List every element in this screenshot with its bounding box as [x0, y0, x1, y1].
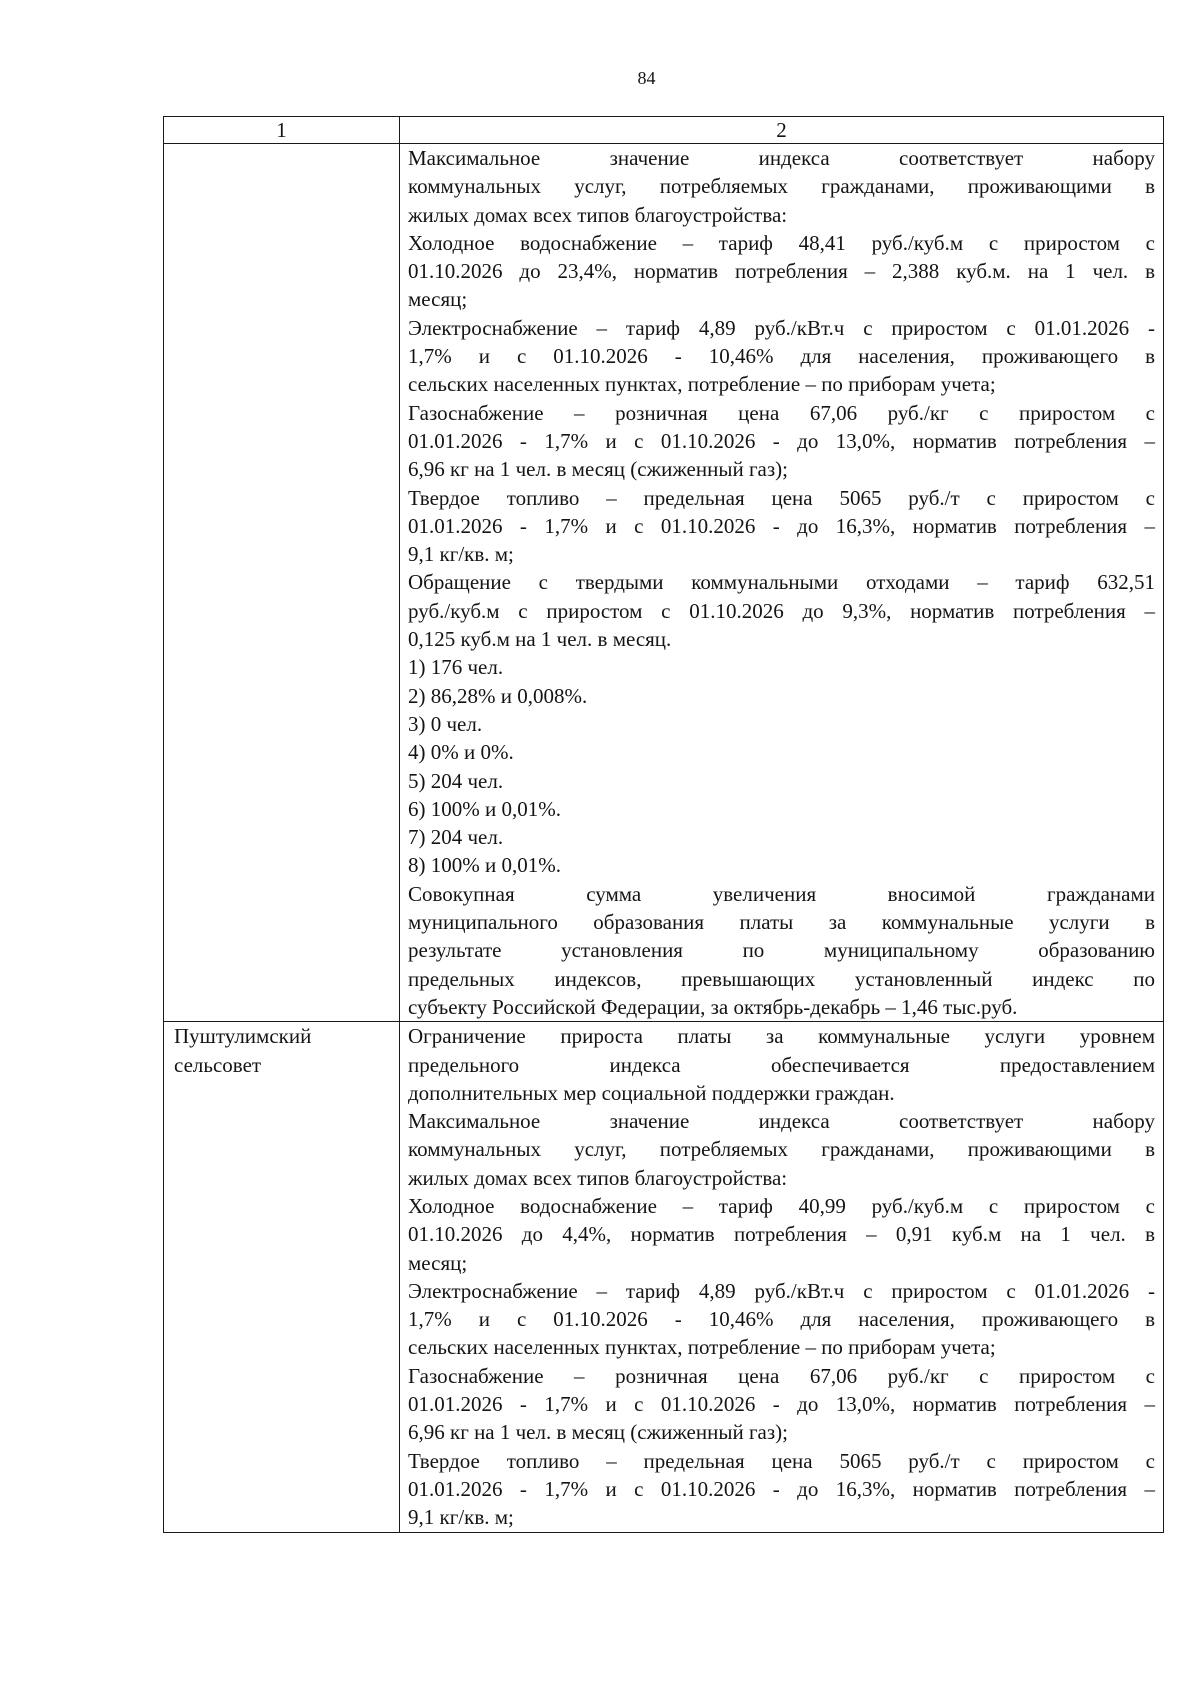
table-row [164, 144, 1164, 1022]
description-cell [400, 144, 1164, 1022]
municipality-name-cell [164, 144, 400, 1022]
paragraph-line: 01.01.2026 - 1,7% и с 01.10.2026 - до 13,0%, норматив потребления – [408, 1392, 1155, 1417]
paragraph-line: 1,7% и с 01.10.2026 - 10,46% для населения, проживающего в [408, 344, 1155, 369]
paragraph-line: 6,96 кг на 1 чел. в месяц (сжиженный газ); [408, 1420, 788, 1445]
paragraph-line: результате установления по муниципальному образованию [408, 938, 1155, 963]
paragraph-line: сельских населенных пунктах, потребление – по приборам учета; [408, 1335, 996, 1360]
paragraph-line: сельских населенных пунктах, потребление – по приборам учета; [408, 372, 996, 397]
list-item: 6) 100% и 0,01%. [408, 796, 561, 821]
paragraph-line: субъекту Российской Федерации, за октябрь-декабрь – 1,46 тыс.руб. [408, 994, 1018, 1019]
column-header-1: 1 [164, 117, 400, 144]
paragraph-line: Холодное водоснабжение – тариф 40,99 руб./куб.м с приростом с [408, 1193, 1155, 1218]
paragraph-line: 01.10.2026 до 4,4%, норматив потребления – 0,91 куб.м на 1 чел. в [408, 1222, 1155, 1247]
list-item: 5) 204 чел. [408, 768, 504, 793]
list-item: 3) 0 чел. [408, 711, 483, 736]
paragraph-line: 01.10.2026 до 23,4%, норматив потребления – 2,388 куб.м. на 1 чел. в [408, 259, 1155, 284]
paragraph-line: муниципального образования платы за коммунальные услуги в [408, 910, 1155, 935]
paragraph-line: Газоснабжение – розничная цена 67,06 руб./кг с приростом с [408, 400, 1155, 425]
paragraph-line: Газоснабжение – розничная цена 67,06 руб./кг с приростом с [408, 1363, 1155, 1388]
paragraph-line: жилых домах всех типов благоустройства: [408, 1165, 788, 1190]
paragraph-line: Электроснабжение – тариф 4,89 руб./кВт.ч с приростом с 01.01.2026 - [408, 315, 1155, 340]
page-number: 84 [637, 68, 656, 88]
paragraph-line: предельного индекса обеспечивается предоставлением [408, 1052, 1155, 1077]
paragraph-line: Ограничение прироста платы за коммунальные услуги уровнем [408, 1024, 1155, 1049]
paragraph-line: Холодное водоснабжение – тариф 48,41 руб./куб.м с приростом с [408, 230, 1155, 255]
paragraph-line: Твердое топливо – предельная цена 5065 руб./т с приростом с [408, 1448, 1155, 1473]
list-item: 4) 0% и 0%. [408, 740, 514, 765]
paragraph-line: Твердое топливо – предельная цена 5065 руб./т с приростом с [408, 485, 1155, 510]
paragraph-line: коммунальных услуг, потребляемых гражданами, проживающими в [408, 174, 1155, 199]
municipality-name-cell [164, 1022, 400, 1532]
paragraph-line: жилых домах всех типов благоустройства: [408, 202, 788, 227]
table-header-row [164, 117, 1164, 144]
paragraph-line: месяц; [408, 1250, 468, 1275]
paragraph-line: руб./куб.м с приростом с 01.10.2026 до 9,3%, норматив потребления – [408, 598, 1155, 623]
paragraph-line: дополнительных мер социальной поддержки граждан. [408, 1080, 895, 1105]
paragraph-line: Максимальное значение индекса соответствует набору [408, 1109, 1155, 1134]
paragraph-line: Электроснабжение – тариф 4,89 руб./кВт.ч с приростом с 01.01.2026 - [408, 1278, 1155, 1303]
paragraph-line: Совокупная сумма увеличения вносимой гражданами [408, 881, 1155, 906]
list-item: 8) 100% и 0,01%. [408, 853, 561, 878]
column-header-2: 2 [400, 117, 1164, 144]
paragraph-line: 01.01.2026 - 1,7% и с 01.10.2026 - до 16,3%, норматив потребления – [408, 1476, 1155, 1501]
table-row [164, 1022, 1164, 1532]
paragraph-line: Обращение с твердыми коммунальными отходами – тариф 632,51 [408, 570, 1155, 595]
list-item: 1) 176 чел. [408, 655, 504, 680]
municipality-name-line: Пуштулимский [174, 1024, 312, 1049]
paragraph-line: 9,1 кг/кв. м; [408, 1505, 514, 1530]
document-table [163, 116, 1164, 1533]
description-cell [400, 1022, 1164, 1532]
paragraph-line: 0,125 куб.м на 1 чел. в месяц. [408, 627, 672, 652]
paragraph-line: 1,7% и с 01.10.2026 - 10,46% для населения, проживающего в [408, 1307, 1155, 1332]
paragraph-line: 9,1 кг/кв. м; [408, 542, 514, 567]
paragraph-line: месяц; [408, 287, 468, 312]
paragraph-line: предельных индексов, превышающих установленный индекс по [408, 966, 1155, 991]
paragraph-line: 01.01.2026 - 1,7% и с 01.10.2026 - до 16,3%, норматив потребления – [408, 513, 1155, 538]
paragraph-line: Максимальное значение индекса соответствует набору [408, 146, 1155, 170]
list-item: 2) 86,28% и 0,008%. [408, 683, 588, 708]
paragraph-line: 01.01.2026 - 1,7% и с 01.10.2026 - до 13,0%, норматив потребления – [408, 428, 1155, 453]
paragraph-line: 6,96 кг на 1 чел. в месяц (сжиженный газ); [408, 457, 788, 482]
municipality-name-line: сельсовет [174, 1052, 262, 1077]
paragraph-line: коммунальных услуг, потребляемых гражданами, проживающими в [408, 1137, 1155, 1162]
list-item: 7) 204 чел. [408, 825, 504, 850]
